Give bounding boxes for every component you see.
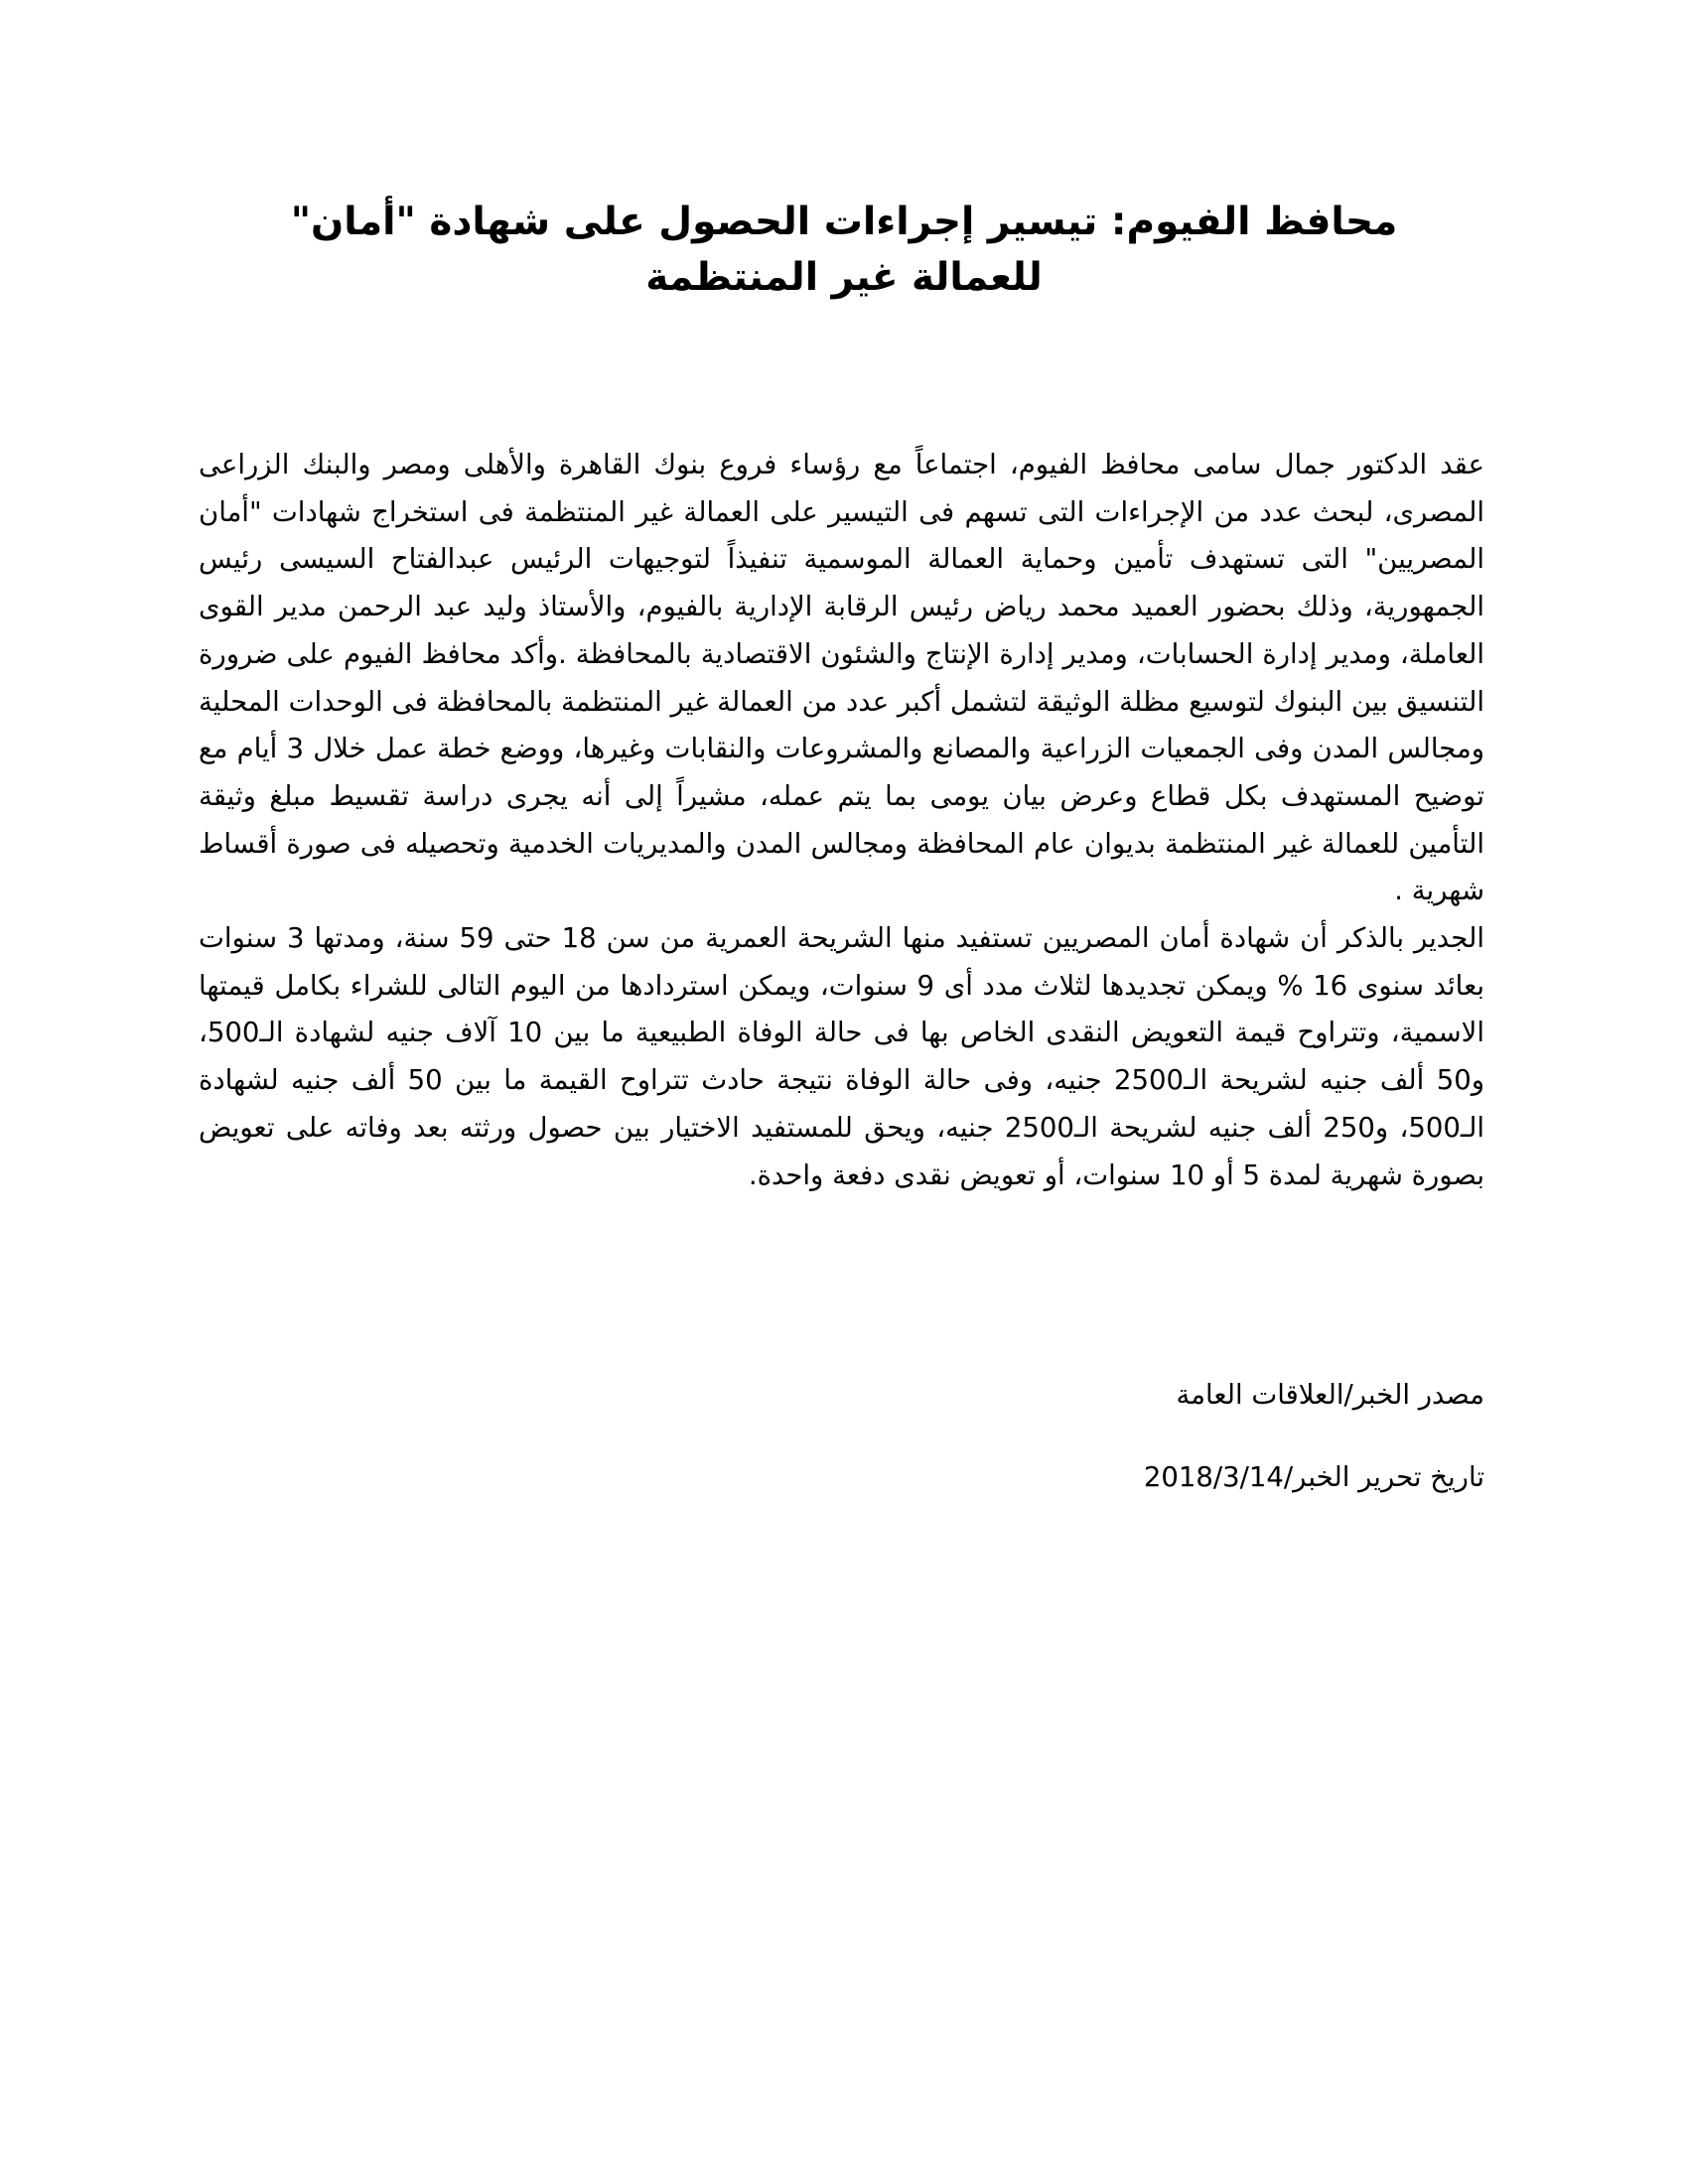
article-paragraph-2: الجدير بالذكر أن شهادة أمان المصريين تستفيد منها الشريحة العمرية من سن 18 حتى 59 سنة، ومدتها 3 سنوات بعائد سنوى 16 % ويمكن تجديدها لثلاث مدد أى 9 سنوات، ويمكن استردادها من اليوم التالى للشراء بكامل قيمتها الاسمية، وتتراوح قيمة التعويض النقدى الخاص بها فى حالة الوفاة الطبيعية ما بين 10 آلاف جنيه لشهادة الـ500، و50 ألف جنيه لشريحة الـ2500 جنيه، وفى حالة الوفاة نتيجة حادث تتراوح القيمة ما بين 50 ألف جنيه لشهادة الـ500، و250 ألف جنيه لشريحة الـ2500 جنيه، ويحق للمستفيد الاختيار بين حصول ورثته بعد وفاته على تعويض بصورة شهرية لمدة 5 أو 10 سنوات، أو تعويض نقدى دفعة واحدة.: [199, 922, 1484, 1191]
article-paragraph-1: عقد الدكتور جمال سامى محافظ الفيوم، اجتماعاً مع رؤساء فروع بنوك القاهرة والأهلى ومصر والبنك الزراعى المصرى، لبحث عدد من الإجراءات التى تسهم فى التيسير على العمالة غير المنتظمة فى استخراج شهادات "أمان المصريين" التى تستهدف تأمين وحماية العمالة الموسمية تنفيذاً لتوجيهات الرئيس عبدالفتاح السيسى رئيس الجمهورية، وذلك بحضور العميد محمد رياض رئيس الرقابة الإدارية بالفيوم، والأستاذ وليد عبد الرحمن مدير القوى العاملة، ومدير إدارة الحسابات، ومدير إدارة الإنتاج والشئون الاقتصادية بالمحافظة .وأكد محافظ الفيوم على ضرورة التنسيق بين البنوك لتوسيع مظلة الوثيقة لتشمل أكبر عدد من العمالة غير المنتظمة بالمحافظة فى الوحدات المحلية ومجالس المدن وفى الجمعيات الزراعية والمصانع والمشروعات والنقابات وغيرها، ووضع خطة عمل خلال 3 أيام مع توضيح المستهدف بكل قطاع وعرض بيان يومى بما يتم عمله، مشيراً إلى أنه يجرى دراسة تقسيط مبلغ وثيقة التأمين للعمالة غير المنتظمة بديوان عام المحافظة ومجالس المدن والمديريات الخدمية وتحصيله فى صورة أقساط شهرية .: [199, 449, 1484, 907]
article-body: [199, 442, 1484, 1199]
news-date: تاريخ تحرير الخبر/2018/3/14: [1143, 1461, 1484, 1493]
page-title: محافظ الفيوم: تيسير إجراءات الحصول على شهادة "أمان" للعمالة غير المنتظمة: [290, 200, 1398, 300]
news-source: مصدر الخبر/العلاقات العامة: [1176, 1379, 1484, 1411]
